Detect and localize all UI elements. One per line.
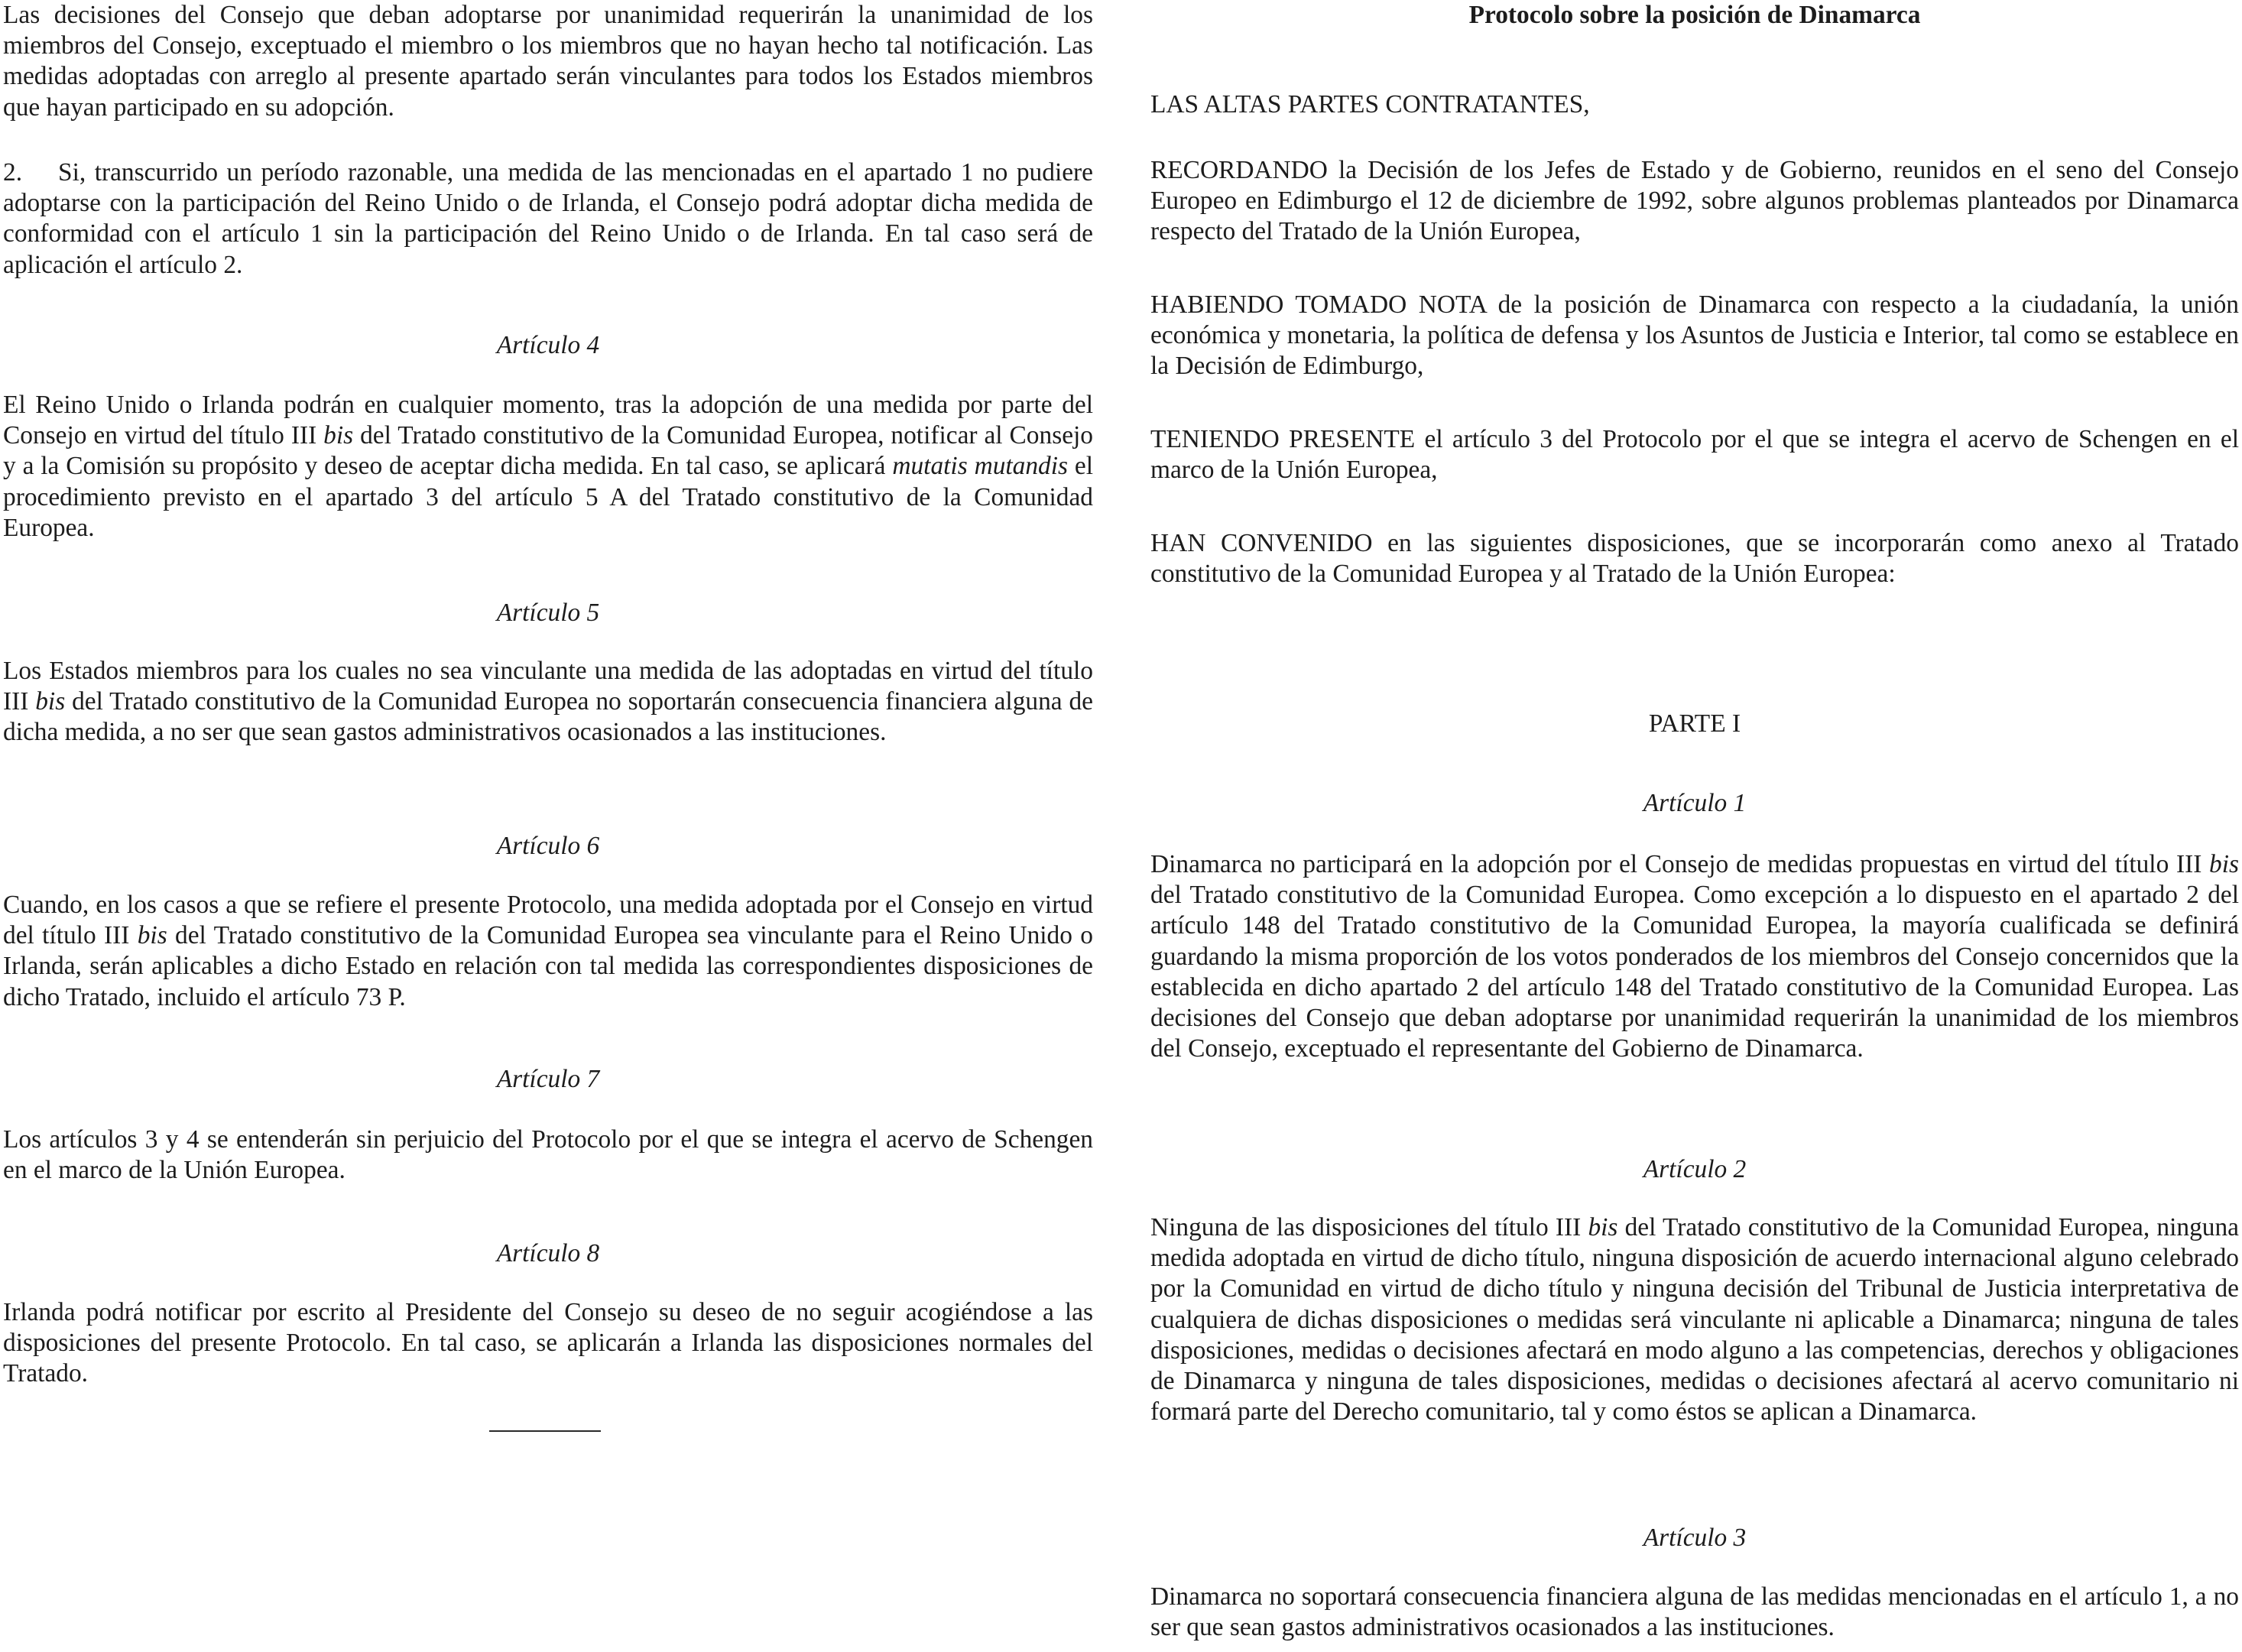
bis-italic: bis [2209, 850, 2239, 878]
article-1-heading: Artículo 1 [1643, 789, 1747, 817]
recital-recordando: RECORDANDO la Decisión de los Jefes de Estado y de Gobierno, reunidos en el seno del Consejo Europeo en Edimburgo el 12 de diciembre de 1992, sobre algunos problemas planteados por Dinamarca respecto del Tratado de la Unión Europea, [1150, 156, 2239, 246]
article-7-heading: Artículo 7 [496, 1065, 600, 1093]
bis-italic: bis [35, 687, 66, 716]
article-8-text: Irlanda podrá notificar por escrito al Presidente del Consejo su deseo de no seguir acogiéndose a las disposiciones del presente Protocolo. En tal caso, se aplicarán a Irlanda las disposiciones normales del Tratado. [3, 1298, 1093, 1388]
article-4-text [3, 390, 1093, 544]
article-7-text: Los artículos 3 y 4 se entenderán sin perjuicio del Protocolo por el que se integra el acervo de Schengen en el marco de la Unión Europea. [3, 1125, 1093, 1185]
article-4-text-b: del Tratado constitutivo de la Comunidad Europea, notificar al Consejo y a la Comisión su propósito y deseo de aceptar dicha medida. En tal caso, se aplicará [3, 421, 1093, 481]
article-5-text [3, 656, 1093, 748]
article-1-text-a: Dinamarca no participará en la adopción por el Consejo de medidas propuestas en virtud del título III [1150, 850, 2210, 878]
article-6-heading: Artículo 6 [496, 832, 600, 860]
article-3-text: Dinamarca no soportará consecuencia financiera alguna de las medidas mencionadas en el artículo 1, a no ser que sean gastos administrativos ocasionados a las instituciones. [1150, 1582, 2239, 1642]
paragraph-2 [3, 157, 1093, 281]
article-2-heading: Artículo 2 [1643, 1155, 1747, 1183]
article-6-text-a: Cuando, en los casos a que se refiere el presente Protocolo, una medida adoptada por el Consejo en virtud del título III [3, 891, 1093, 950]
article-2-text-a: Ninguna de las disposiciones del título III [1150, 1213, 1588, 1241]
recital-teniendo: TENIENDO PRESENTE el artículo 3 del Protocolo por el que se integra el acervo de Schengen en el marco de la Unión Europea, [1150, 425, 2239, 485]
article-4-heading: Artículo 4 [496, 331, 600, 359]
paragraph-number: 2. [3, 158, 23, 187]
article-4-text-a: El Reino Unido o Irlanda podrán en cualquier momento, tras la adopción de una medida por parte del Consejo en virtud del título III [3, 391, 1093, 450]
han-convenido: HAN CONVENIDO en las siguientes disposiciones, que se incorporarán como anexo al Tratado constitutivo de la Comunidad Europea y al Tratado de la Unión Europea: [1150, 529, 2239, 589]
article-6-text [3, 890, 1093, 1013]
bis-italic: bis [323, 421, 354, 450]
bis-italic: bis [137, 921, 167, 950]
article-6-text-b: del Tratado constitutivo de la Comunidad Europea sea vinculante para el Reino Unido o Irlanda, serán aplicables a dicho Estado en relación con tal medida las correspondientes disposiciones de dicho Tratado, incluido el artículo 73 P. [3, 921, 1093, 1011]
contracting-parties: LAS ALTAS PARTES CONTRATANTES, [1150, 90, 1590, 118]
article-8-heading: Artículo 8 [496, 1239, 600, 1267]
mutatis-mutandis-italic: mutatis mutandis [892, 452, 1069, 481]
closing-paragraph-art3-section1: Las decisiones del Consejo que deban adoptarse por unanimidad requerirán la unanimidad de los miembros del Consejo, exceptuado el miembro o los miembros que no hayan hecho tal notificación. Las medidas adoptadas con arreglo al presente apartado serán vinculantes para todos los Estados miembros que hayan participado en su adopción. [3, 1, 1093, 122]
protocol-title: Protocolo sobre la posición de Dinamarca [1468, 1, 1921, 29]
part-heading: PARTE I [1648, 709, 1741, 738]
article-5-heading: Artículo 5 [496, 599, 600, 627]
article-3-heading: Artículo 3 [1643, 1524, 1747, 1552]
article-5-text-a: Los Estados miembros para los cuales no sea vinculante una medida de las adoptadas en virtud del título III [3, 657, 1093, 716]
article-1-text-b: del Tratado constitutivo de la Comunidad Europea. Como excepción a lo dispuesto en el apartado 2 del artículo 148 del Tratado constitutivo de la Comunidad Europea, la mayoría cualificada se definirá guardando la misma proporción de los votos ponderados de los miembros del Consejo concernidos que la establecida en dicho apartado 2 del artículo 148 del Tratado constitutivo de la Comunidad Europea. Las decisiones del Consejo que deban adoptarse por unanimidad requerirán la unanimidad de los miembros del Consejo, exceptuado el representante del Gobierno de Dinamarca. [1150, 881, 2239, 1063]
end-rule-divider [489, 1430, 601, 1432]
article-5-text-b: del Tratado constitutivo de la Comunidad Europea no soportarán consecuencia financiera alguna de dicha medida, a no ser que sean gastos administrativos ocasionados a las instituciones. [3, 687, 1093, 747]
article-2-text-b: del Tratado constitutivo de la Comunidad Europea, ninguna medida adoptada en virtud de dicho título, ninguna disposición de acuerdo internacional alguno celebrado por la Comunidad en virtud de dicho título y ninguna decisión del Tribunal de Justicia interpretativa de cualquiera de dichas disposiciones o medidas será vinculante ni aplicable a Dinamarca; ninguna de tales disposiciones, medidas o decisiones afectará en modo alguno a las competencias, derechos y obligaciones de Dinamarca y ninguna de tales disposiciones, medidas o decisiones afectará al acervo comunitario ni formará parte del Derecho comunitario, tal y como éstos se aplican a Dinamarca. [1150, 1213, 2239, 1426]
paragraph-2-text: Si, transcurrido un período razonable, una medida de las mencionadas en el apartado 1 no pudiere adoptarse con la participación del Reino Unido o de Irlanda, el Consejo podrá adoptar dicha medida de conformidad con el artículo 1 sin la participación del Reino Unido o de Irlanda. En tal caso será de aplicación el artículo 2. [3, 158, 1093, 279]
bis-italic: bis [1588, 1213, 1618, 1241]
article-4-text-c: el procedimiento previsto en el apartado 3 del artículo 5 A del Tratado constitutivo de la Comunidad Europea. [3, 452, 1094, 542]
article-1-text [1150, 849, 2239, 1064]
recital-habiendo: HABIENDO TOMADO NOTA de la posición de Dinamarca con respecto a la ciudadanía, la unión económica y monetaria, la política de defensa y los Asuntos de Justicia e Interior, tal como se establece en la Decisión de Edimburgo, [1150, 290, 2239, 381]
article-2-text [1150, 1212, 2239, 1427]
